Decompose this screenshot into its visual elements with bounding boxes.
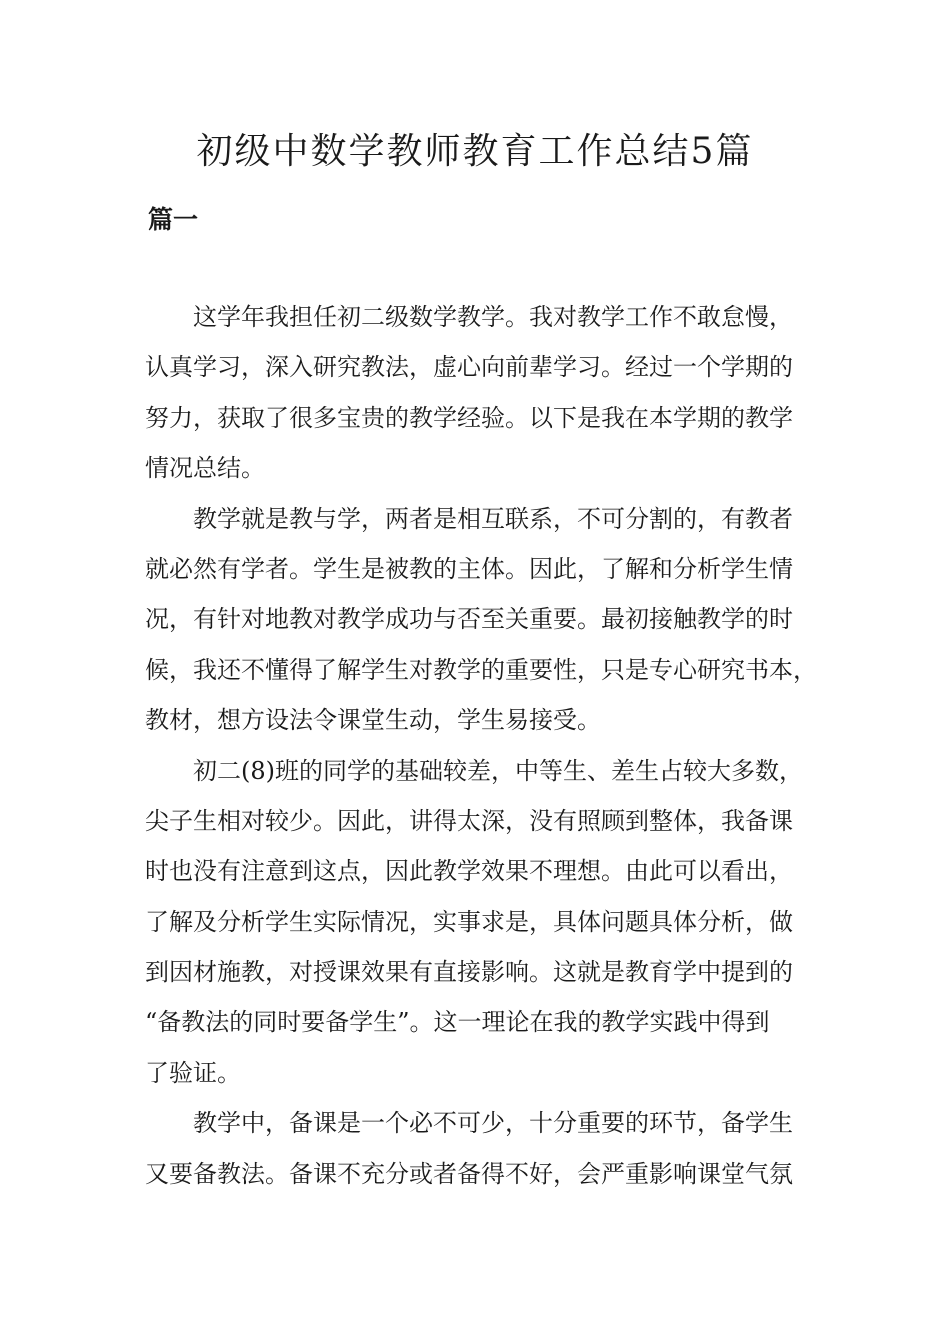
paragraph-line: 教学中，备课是一个必不可少，十分重要的环节，备学生: [193, 1109, 793, 1138]
paragraph-line: 初二(8)班的同学的基础较差，中等生、差生占较大多数，: [193, 756, 803, 785]
paragraph-line: 了验证。: [145, 1058, 241, 1087]
paragraph-line: 努力，获取了很多宝贵的教学经验。以下是我在本学期的教学: [145, 403, 793, 432]
document-title: 初级中数学教师教育工作总结5篇: [196, 131, 754, 172]
document-body: [145, 292, 817, 1199]
paragraph-line: 就必然有学者。学生是被教的主体。因此，了解和分析学生情: [145, 554, 793, 583]
section-heading: 篇一: [148, 205, 199, 234]
paragraph-line: 教材，想方设法令课堂生动，学生易接受。: [145, 706, 601, 735]
paragraph-line: “备教法的同时要备学生”。这一理论在我的教学实践中得到: [145, 1008, 770, 1037]
paragraph-line: 了解及分析学生实际情况，实事求是，具体问题具体分析，做: [145, 907, 793, 936]
paragraph-line: 候，我还不懂得了解学生对教学的重要性，只是专心研究书本，: [145, 655, 817, 684]
paragraph-line: 这学年我担任初二级数学教学。我对教学工作不敢怠慢，: [193, 303, 793, 331]
paragraph-line: 到因材施教，对授课效果有直接影响。这就是教育学中提到的: [145, 958, 793, 987]
paragraph-line: 又要备教法。备课不充分或者备得不好，会严重影响课堂气氛: [145, 1159, 793, 1188]
paragraph-line: 时也没有注意到这点，因此教学效果不理想。由此可以看出，: [145, 857, 793, 886]
paragraph-line: 认真学习，深入研究教法，虚心向前辈学习。经过一个学期的: [145, 353, 793, 382]
paragraph-line: 情况总结。: [145, 454, 265, 483]
paragraph-line: 况，有针对地教对教学成功与否至关重要。最初接触教学的时: [145, 605, 793, 634]
paragraph-line: 教学就是教与学，两者是相互联系，不可分割的，有教者: [193, 504, 793, 533]
paragraph-line: 尖子生相对较少。因此，讲得太深，没有照顾到整体，我备课: [145, 806, 793, 835]
